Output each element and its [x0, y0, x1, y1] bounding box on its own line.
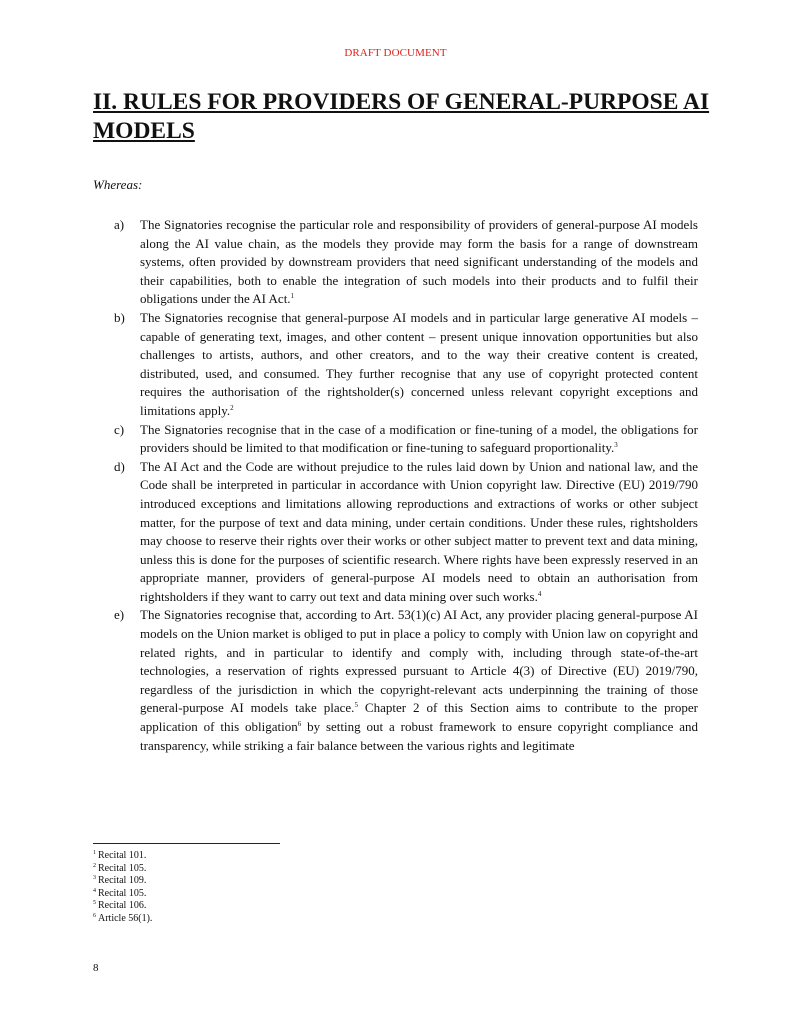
recital-marker: d) [114, 458, 125, 474]
footnote-reference[interactable]: 5 [354, 701, 358, 710]
footnote-text: Article 56(1). [98, 912, 153, 924]
recital-c [93, 421, 698, 458]
recital-a [93, 216, 698, 309]
recital-e [93, 606, 698, 755]
footnote-reference[interactable]: 3 [614, 441, 618, 450]
footnote [93, 850, 152, 863]
footnote-text: Recital 105. [98, 887, 147, 899]
footnote-number: 1 [93, 850, 96, 856]
recital-marker: e) [114, 607, 125, 623]
recital-text: The Signatories recognise that in the case of a modification or fine-tuning of a model, the obligations for providers should be limited to that modification or fine-tuning to safeguard proportionality. [140, 421, 698, 456]
footnote-reference[interactable]: 1 [290, 292, 295, 301]
footnotes-list [93, 850, 152, 926]
footnote-text: Recital 109. [98, 875, 147, 887]
recitals-list [93, 216, 698, 755]
recital-text: The Signatories recognise the particular role and responsibility of providers of general-purpose AI models along the AI value chain, as the models they provide may form the basis for a range of downstream systems, often provided by downstream providers that need significant understanding of the models and their capabilities, both to enable the integration of such models into their products and to fulfil their obligations under the AI Act. [140, 217, 698, 307]
footnote-reference[interactable]: 4 [537, 589, 542, 598]
whereas-intro: Whereas: [93, 177, 143, 192]
page-number: 8 [93, 962, 99, 974]
footnote-separator [93, 843, 280, 844]
footnote-number: 6 [93, 912, 96, 919]
recital-d [93, 458, 698, 607]
recital-b [93, 309, 698, 421]
footnote [93, 863, 152, 876]
section-title: II. RULES FOR PROVIDERS OF GENERAL-PURPOSE AI MODELS [93, 89, 710, 144]
footnote [93, 888, 152, 901]
footnote-text: Recital 105. [98, 862, 147, 874]
recital-marker: b) [114, 309, 125, 325]
recital-text: The Signatories recognise that, according to Art. 53(1)(c) AI Act, any provider placing general-purpose AI models on the Union market is obliged to put in place a policy to comply with Union law on copyright and related rights, and in particular to identify and comply with, including through state-of-the-art technologies, a reservation of rights expressed pursuant to Article 4(3) of Directive (EU) 2019/790, regardless of the jurisdiction in which the copyright-relevant acts underpinning the training of those general-purpose AI models take place. [140, 607, 698, 716]
recital-marker: c) [114, 421, 125, 437]
footnote-text: Recital 101. [98, 850, 147, 861]
footnote-number: 5 [93, 900, 96, 907]
footnote [93, 875, 152, 888]
footnote-number: 4 [93, 887, 96, 894]
recital-text: The Signatories recognise that general-purpose AI models and in particular large generative AI models – capable of generating text, images, and other content – present unique innovation opportunities but also challenges to artists, authors, and other creators, and to the way their creative content is created, distributed, used, and consumed. They further recognise that any use of copyright protected content requires the authorisation of the rightsholder(s) concerned unless relevant copyright exceptions and limitations apply. [140, 309, 698, 418]
recital-text: Chapter 2 of this Section aims to contribute to the proper application of this obligation [140, 700, 698, 735]
footnote-number: 2 [93, 862, 96, 869]
recital-text: by setting out a robust framework to ensure copyright compliance and transparency, while striking a fair balance between the various rights and legitimate [140, 719, 698, 753]
footnote-number: 3 [93, 875, 96, 882]
recital-text: The AI Act and the Code are without prejudice to the rules laid down by Union and national law, and the Code shall be interpreted in particular in accordance with Union copyright law. Directive (EU) 2019/790 introduced exceptions and limitations allowing reproductions and extractions of works or other subject matter, for the purpose of text and data mining, under certain conditions. Under these rules, rightsholders may choose to reserve their rights over their works or other subject matter to prevent text and data mining, unless this is done for the purposes of scientific research. Where rights have been expressly reserved in an appropriate manner, providers of general-purpose AI models need to obtain an authorisation from rightsholders if they want to carry out text and data mining over such works. [140, 458, 698, 604]
draft-document-label: DRAFT DOCUMENT [344, 47, 447, 59]
recital-marker: a) [114, 217, 125, 232]
footnote-text: Recital 106. [98, 900, 147, 912]
footnote [93, 913, 152, 926]
footnote-reference[interactable]: 6 [297, 720, 302, 729]
footnote [93, 900, 152, 913]
footnote-reference[interactable]: 2 [230, 403, 234, 412]
